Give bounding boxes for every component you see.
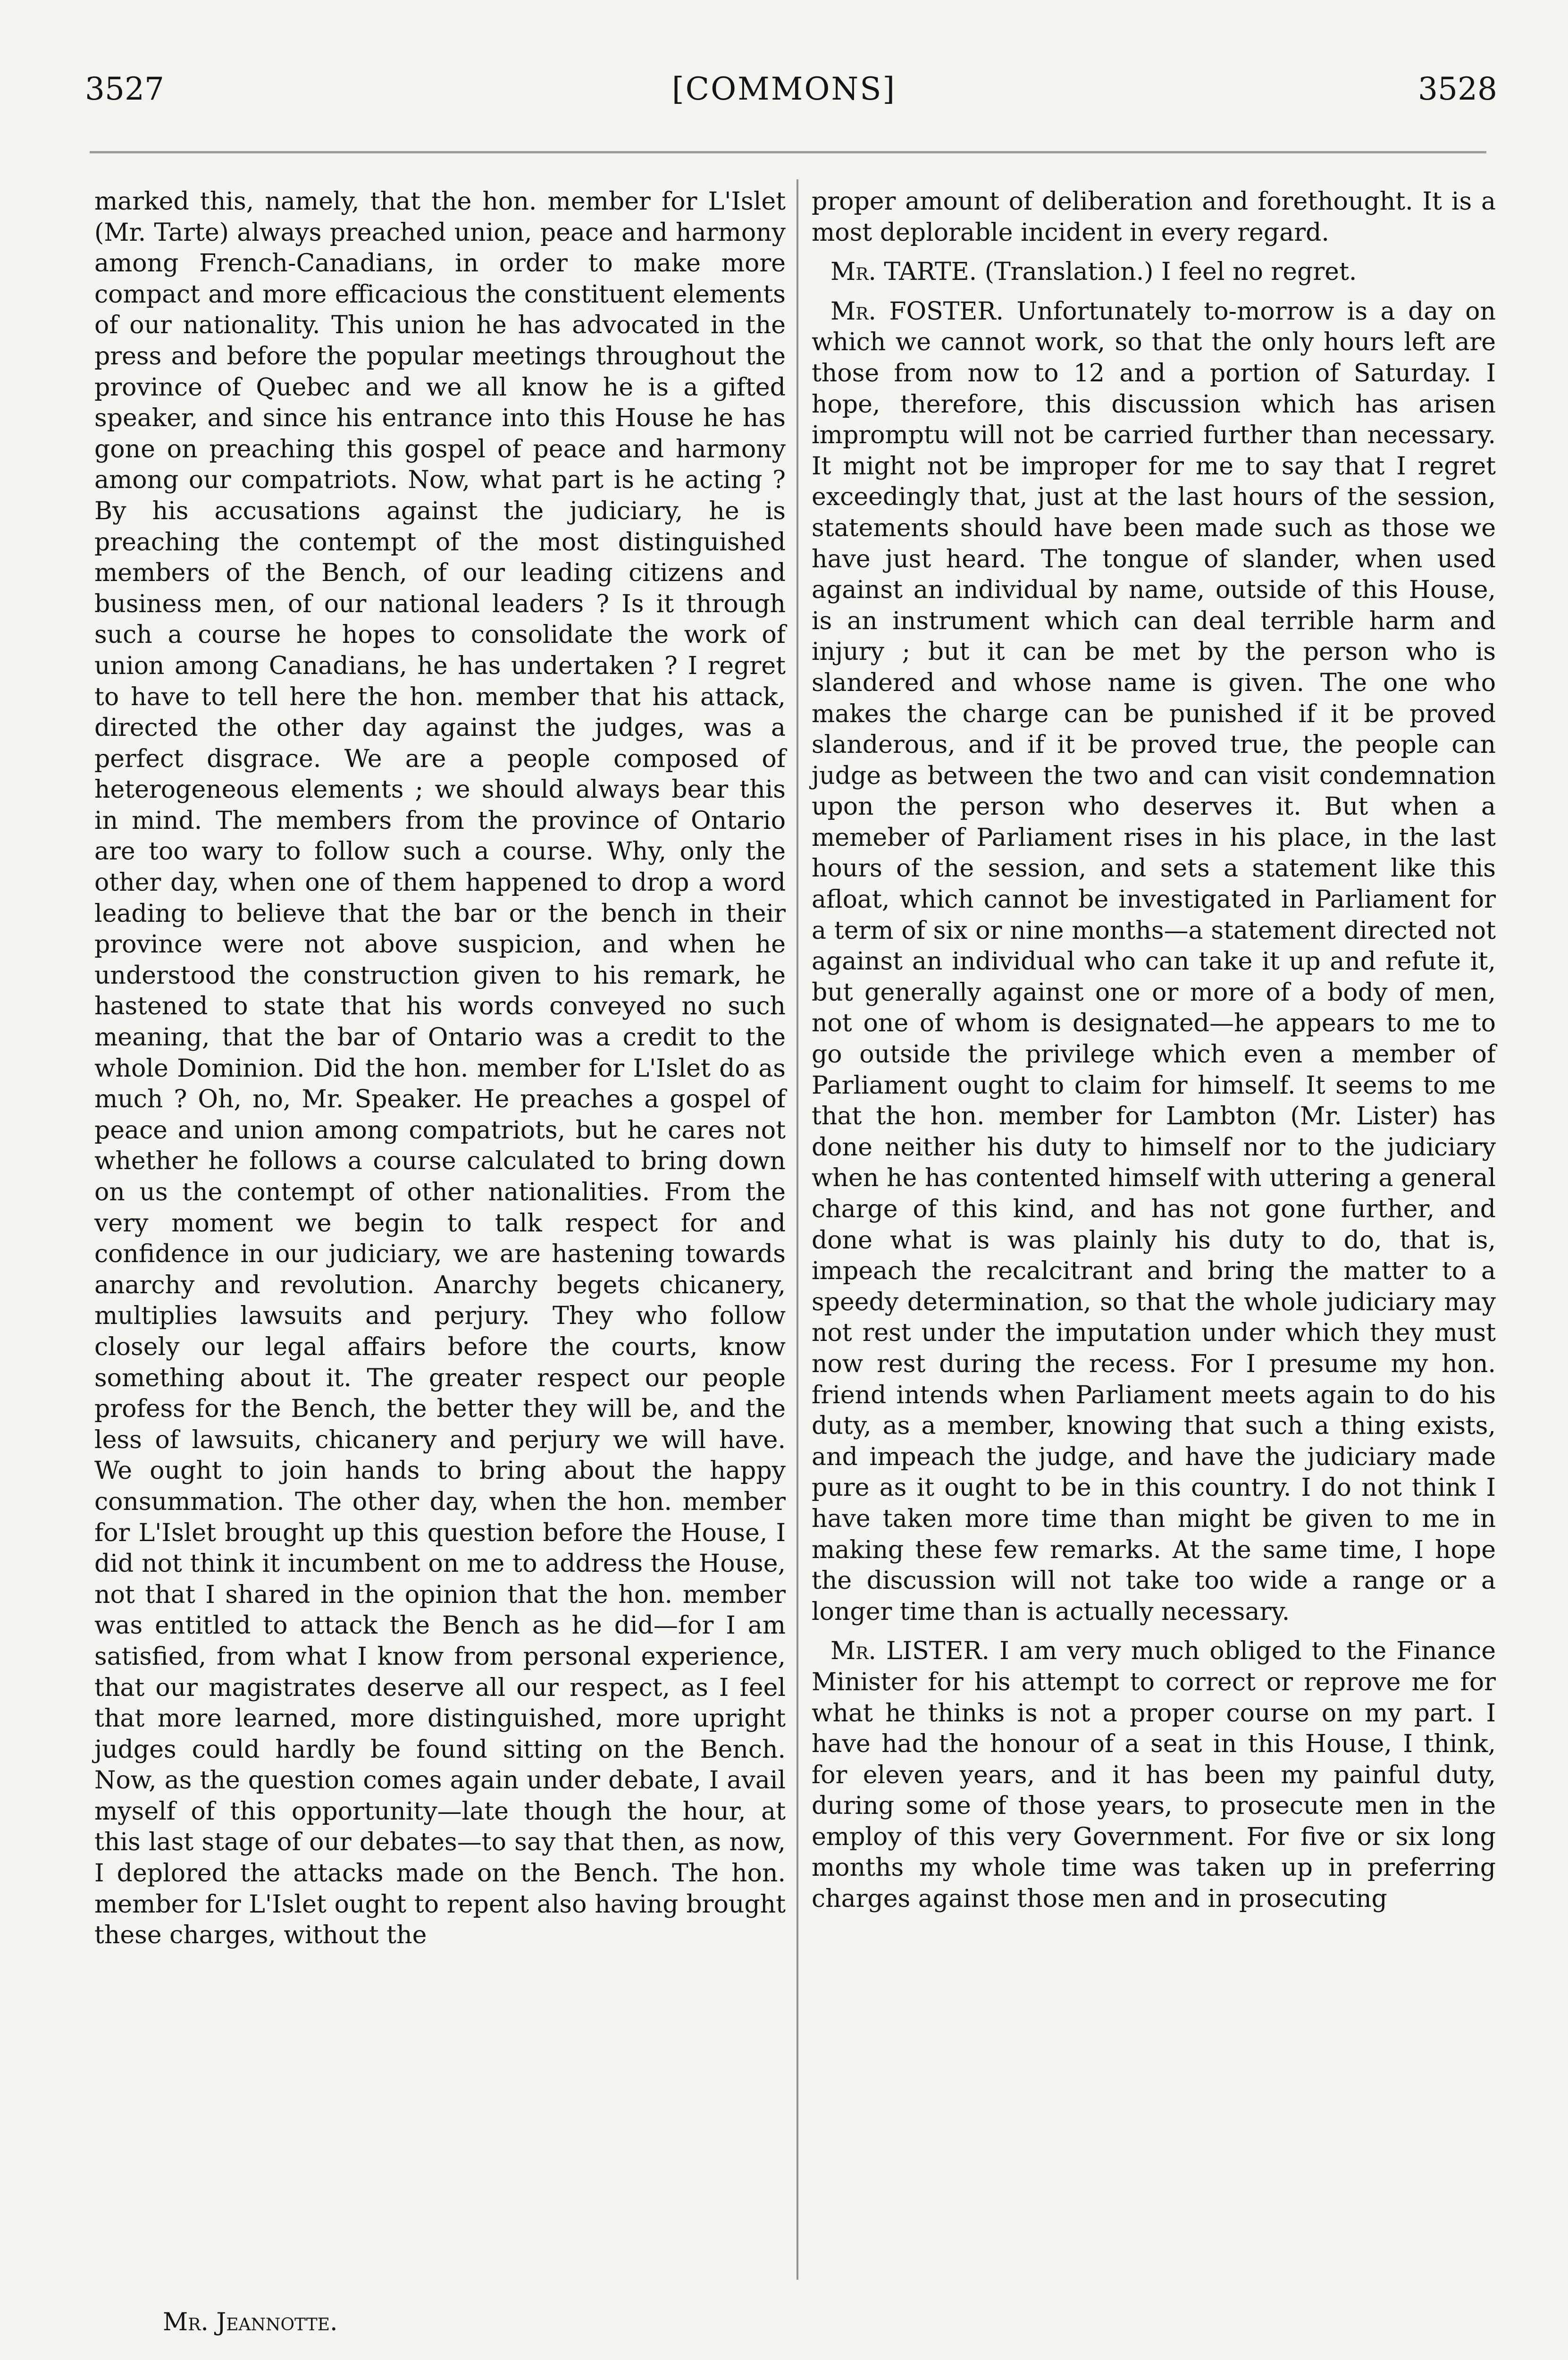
speech-tarte	[812, 257, 1496, 288]
left-paragraph: marked this, namely, that the hon. member for L'Islet (Mr. Tarte) always preached union, peace and harmony among French-Canadians, in order to make more compact and more efficacious the constituent elements of our nationality. This union he has advocated in the press and before the popular meetings throughout the province of Quebec and we all know he is a gifted speaker, and since his entrance into this House he has gone on preaching this gospel of peace and harmony among our compatriots. Now, what part is he acting ? By his accusations against the judiciary, he is preaching the contempt of the most distinguished members of the Bench, of our leading citizens and business men, of our national leaders ? Is it through such a course he hopes to consolidate the work of union among Canadians, he has undertaken ? I regret to have to tell here the hon. member that his attack, directed the other day against the judges, was a perfect disgrace. We are a people composed of heterogeneous elements ; we should always bear this in mind. The members from the province of Ontario are too wary to follow such a course. Why, only the other day, when one of them happened to drop a word leading to believe that the bar or the bench in their province were not above suspicion, and when he understood the construction given to his remark, he hastened to state that his words conveyed no such meaning, that the bar of Ontario was a credit to the whole Dominion. Did the hon. member for L'Islet do as much ? Oh, no, Mr. Speaker. He preaches a gospel of peace and union among compatriots, but he cares not whether he follows a course calculated to bring down on us the contempt of other nationalities. From the very moment we begin to talk respect for and confidence in our judiciary, we are hastening towards anarchy and revolution. Anarchy begets chicanery, multiplies lawsuits and perjury. They who follow closely our legal affairs before the courts, know something about it. The greater respect our people profess for the Bench, the better they will be, and the less of lawsuits, chicanery and perjury we will have. We ought to join hands to bring about the happy consummation. The other day, when the hon. member for L'Islet brought up this question before the House, I did not think it incumbent on me to address the House, not that I shared in the opinion that the hon. member was entitled to attack the Bench as he did—for I am satisfied, from what I know from personal experience, that our magistrates deserve all our respect, as I feel that more learned, more distinguished, more upright judges could hardly be found sitting on the Bench. Now, as the question comes again under debate, I avail myself of this opportunity—late though the hour, at this last stage of our debates—to say that then, as now, I deplored the attacks made on the Bench. The hon. member for L'Islet ought to repent also having brought these charges, without the	[94, 187, 786, 1950]
header-rule	[90, 151, 1486, 153]
speaker-name: Mr. LISTER.	[830, 1637, 990, 1666]
running-title: [COMMONS]	[671, 71, 897, 107]
page-number-left: 3527	[85, 71, 164, 107]
right-paragraph-continuation: proper amount of deliberation and forethought. It is a most deplorable incident in every regard.	[812, 187, 1496, 247]
page-header	[0, 71, 1568, 127]
page-number-right: 3528	[1418, 71, 1497, 107]
speaker-name: Mr. TARTE.	[830, 258, 977, 287]
speech-lister	[812, 1636, 1496, 1914]
speech-text: I am very much obliged to the Finance Minister for his attempt to correct or reprove me for what he thinks is not a proper course on my part. I have had the honour of a seat in this House, I think, for eleven years, and it has been my painful duty, during some of those years, to prosecute men in the employ of this very Government. For five or six long months my whole time was taken up in preferring charges against those men and in prosecuting	[812, 1637, 1496, 1913]
speech-text: Unfortunately to-morrow is a day on which we cannot work, so that the only hours left are those from now to 12 and a portion of Saturday. I hope, therefore, this discussion which has arisen impromptu will not be carried further than necessary. It might not be improper for me to say that I regret exceedingly that, just at the last hours of the session, statements should have been made such as those we have just heard. The tongue of slander, when used against an individual by name, outside of this House, is an instrument which can deal terrible harm and injury ; but it can be met by the person who is slandered and whose name is given. The one who makes the charge can be punished if it be proved slanderous, and if it be proved true, the people can judge as between the two and can visit condemnation upon the person who deserves it. But when a memeber of Parliament rises in his place, in the last hours of the session, and sets a statement like this afloat, which cannot be investigated in Parliament for a term of six or nine months—a statement directed not against an individual who can take it up and refute it, but generally against one or more of a body of men, not one of whom is designated—he appears to me to go outside the privilege which even a member of Parliament ought to claim for himself. It seems to me that the hon. member for Lambton (Mr. Lister) has done neither his duty to himself nor to the judiciary when he has contented himself with uttering a general charge of this kind, and has not gone further, and done what is was plainly his duty to do, that is, impeach the recalcitrant and bring the matter to a speedy determination, so that the whole judiciary may not rest under the imputation under which they must now rest during the recess. For I presume my hon. friend intends when Parliament meets again to do his duty, as a member, knowing that such a thing exists, and impeach the judge, and have the judiciary made pure as it ought to be in this country. I do not think I have taken more time than might be given to me in making these few remarks. At the same time, I hope the discussion will not take too wide a range or a longer time than is actually necessary.	[812, 297, 1496, 1626]
speaker-name: Mr. FOSTER.	[830, 297, 1004, 326]
footer-speaker-name: Mr. Jeannotte.	[163, 2308, 338, 2336]
left-column	[94, 186, 786, 1951]
speech-text: (Translation.) I feel no regret.	[984, 258, 1357, 287]
speech-foster	[812, 296, 1496, 1628]
column-divider	[797, 179, 798, 2280]
right-column	[812, 186, 1496, 1915]
